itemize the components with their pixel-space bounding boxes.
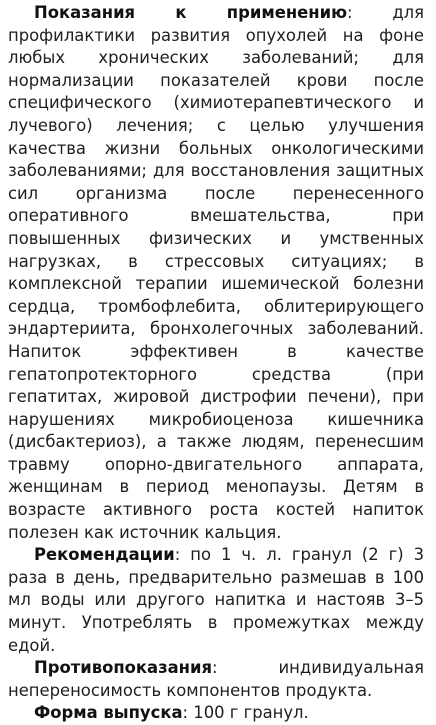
contraindications-paragraph	[8, 657, 424, 702]
recommendations-paragraph	[8, 544, 424, 657]
indications-text: : для профилактики развития опухолей на фоне любых хронических заболеваний; для нормализации показателей крови после специфического (химиотерапевтического и лучевого) лечения; с целью улучшения качества жизни больных онкологическими заболеваниями; для восстановления защитных сил организма после перенесенного оперативного вмешательства, при повышенных физических и умственных нагрузках, в стрессовых ситуациях; в комплексной терапии ишемической болезни сердца, тромбофлебита, облитерирующего эндартериита, бронхолегочных заболеваний. Напиток эффективен в качестве гепатопротекторного средства (при гепатитах, жировой дистрофии печени), при нарушениях микробиоценоза кишечника (дисбактериоз), а также людям, перенесшим травму опорно-двигательного аппарата, женщинам в период менопаузы. Детям в возрасте активного роста костей напиток полезен как источник кальция.	[8, 3, 424, 542]
release-form-heading: Форма выпуска	[34, 703, 183, 723]
contraindications-heading: Противопоказания	[34, 658, 213, 678]
indications-paragraph	[8, 2, 424, 544]
indications-heading: Показания к применению	[34, 3, 348, 22]
contraindications-text: : индивидуальная непереносимость компонентов продукта.	[8, 658, 424, 700]
release-form-text: : 100 г гранул.	[182, 703, 309, 723]
document-page	[8, 2, 424, 725]
recommendations-text: : по 1 ч. л. гранул (2 г) 3 раза в день, предварительно размешав в 100 мл воды или другого напитка и настояв 3–5 минут. Употреблять в промежутках между едой.	[8, 545, 424, 655]
recommendations-heading: Рекомендации	[34, 545, 175, 565]
release-form-paragraph	[8, 702, 424, 725]
